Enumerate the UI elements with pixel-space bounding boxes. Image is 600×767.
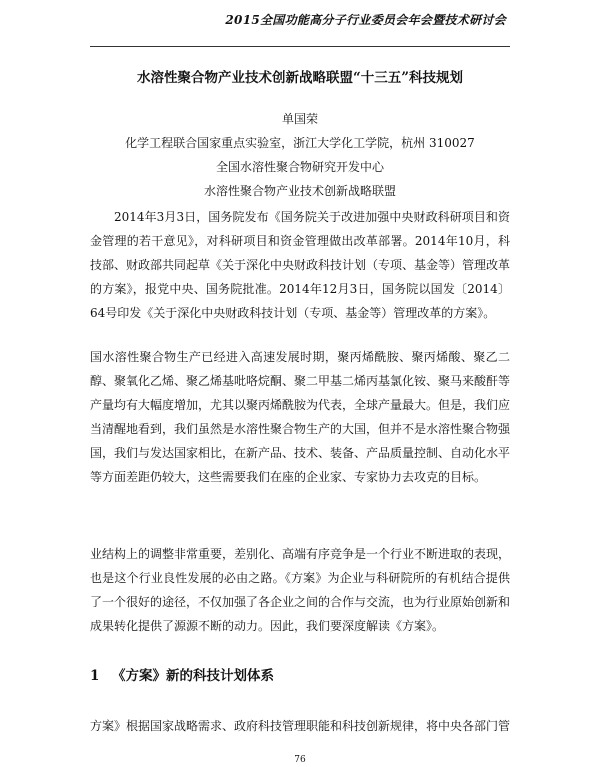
affiliation-line: 全国水溶性聚合物研究开发中心 [215,160,384,174]
body-paragraph: 国水溶性聚合物生产已经进入高速发展时期，聚丙烯酰胺、聚丙烯酸、聚乙二醇、聚氧化乙烯、聚乙烯基吡咯烷酮、聚二甲基二烯丙基氯化铵、聚马来酸酐等产量均有大幅度增加，尤其以聚丙烯酰胺为代表，全球产量最大。但是，我们应当清醒地看到，我们虽然是水溶性聚合物生产的大国，但并不是水溶性聚合物强国，我们与发达国家相比，在新产品、技术、装备、产品质量控制、自动化水平等方面差距仍较大，这些需要我们在座的企业家、专家协力去攻克的目标。 [90,350,511,484]
author-name: 单国荣 [281,112,318,126]
affiliation-line: 化学工程联合国家重点实验室，浙江大学化工学院，杭州 310027 [125,136,475,150]
body-paragraph: 方案》根据国家战略需求、政府科技管理职能和科技创新规律，将中央各部门管 [90,719,511,733]
affiliation-line: 水溶性聚合物产业技术创新战略联盟 [203,184,396,198]
paper-title: 水溶性聚合物产业技术创新战略联盟“十三五”科技规划 [136,70,464,86]
header-rule [90,46,510,47]
body-paragraph: 业结构上的调整非常重要，差别化、高端有序竞争是一个行业不断进取的表现，也是这个行业良性发展的必由之路。《方案》为企业与科研院所的有机结合提供了一个很好的途径，不仅加强了各企业之间的合作与交流，也为行业原始创新和成果转化提供了源源不断的动力。因此，我们要深度解读《方案》。 [90,547,511,633]
section-number: 1 [90,668,100,684]
section-heading [90,664,274,684]
running-header: 2015全国功能高分子行业委员会年会暨技术研讨会 [225,13,506,27]
section-title: 《方案》新的科技计划体系 [112,668,274,684]
page-number: 76 [294,755,306,765]
body-paragraph: 2014年3月3日，国务院发布《国务院关于改进加强中央财政科研项目和资金管理的若干意见》，对科研项目和资金管理做出改革部署。2014年10月，科技部、财政部共同起草《关于深化中央财政科技计划（专项、基金等）管理改革的方案》，报党中央、国务院批准。2014年12月3日，国务院以国发〔2014〕64号印发《关于深化中央财政科技计划（专项、基金等）管理改革的方案》。 [90,210,511,320]
